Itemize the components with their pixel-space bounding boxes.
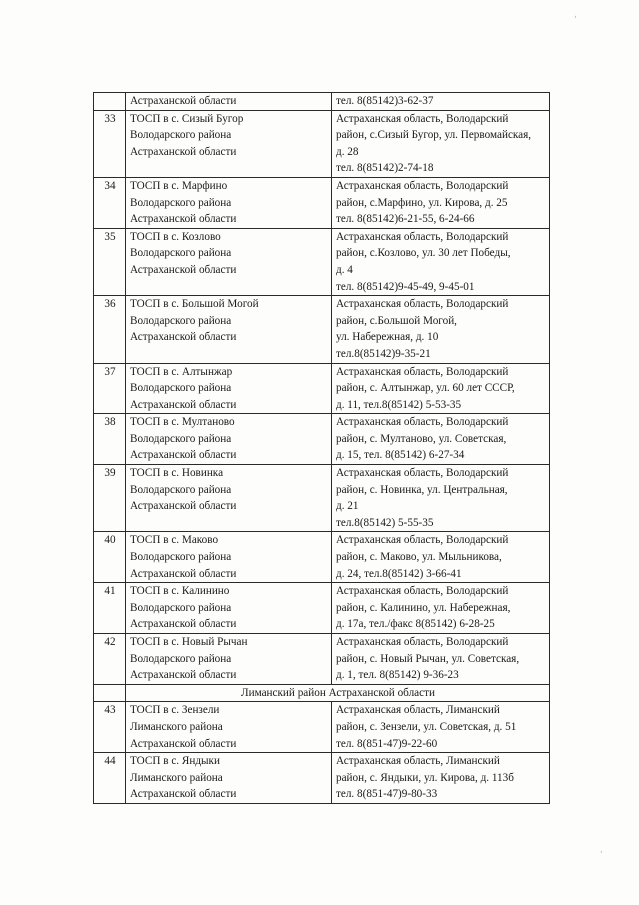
- text-line: ТОСП в с. Калинино: [130, 585, 230, 598]
- text-line: ТОСП в с. Большой Могой: [130, 298, 259, 311]
- text-line: Володарского района: [130, 432, 232, 445]
- text-line: Володарского района: [130, 247, 232, 260]
- address-cell: [332, 583, 550, 634]
- section-header-row: [94, 684, 550, 702]
- text-line: Володарского района: [130, 129, 232, 142]
- address-cell: [332, 702, 550, 753]
- text-line: район, с. Зензели, ул. Советская, д. 51: [336, 720, 517, 733]
- row-number: 34: [94, 177, 126, 228]
- address-cell: [332, 177, 550, 228]
- row-number: 37: [94, 363, 126, 414]
- text-line: Астраханская область, Володарский: [336, 298, 509, 311]
- table-body: [94, 93, 550, 804]
- table-row: [94, 532, 550, 583]
- text-line: район, с. Калинино, ул. Набережная,: [336, 601, 511, 614]
- office-name-cell: [126, 110, 332, 177]
- text-line: тел. 8(85142)3-62-37: [336, 95, 434, 107]
- text-line: район, с. Алтынжар, ул. 60 лет СССР,: [336, 382, 515, 395]
- office-name-cell: [126, 532, 332, 583]
- text-line: Астраханской области: [130, 145, 237, 158]
- row-number: [94, 93, 126, 111]
- text-line: Володарского района: [130, 652, 232, 665]
- text-line: район, с. Яндыки, ул. Кирова, д. 113б: [336, 771, 514, 784]
- text-line: Астраханской области: [130, 449, 237, 462]
- text-line: Астраханской области: [130, 263, 237, 276]
- text-line: ТОСП в с. Сизый Бугор: [130, 112, 244, 125]
- row-number: 35: [94, 228, 126, 295]
- text-line: Астраханская область, Володарский: [336, 585, 509, 598]
- office-name-cell: [126, 702, 332, 753]
- text-line: Астраханская область, Володарский: [336, 112, 509, 125]
- text-line: Володарского района: [130, 382, 232, 395]
- text-line: Астраханская область, Лиманский: [336, 755, 500, 768]
- text-line: д. 4: [336, 263, 353, 276]
- text-line: Астраханская область, Лиманский: [336, 704, 500, 717]
- address-cell: [332, 753, 550, 804]
- row-number: 39: [94, 465, 126, 532]
- table-row: [94, 177, 550, 228]
- text-line: Володарского района: [130, 196, 232, 209]
- row-number: 36: [94, 296, 126, 363]
- text-line: д. 24, тел.8(85142) 3-66-41: [336, 567, 462, 580]
- text-line: ТОСП в с. Новинка: [130, 467, 224, 480]
- address-cell: [332, 465, 550, 532]
- text-line: тел. 8(85142)2-74-18: [336, 162, 434, 175]
- text-line: тел. 8(85142)9-45-49, 9-45-01: [336, 280, 475, 293]
- text-line: район, с. Маково, ул. Мыльникова,: [336, 551, 502, 564]
- office-name-cell: [126, 634, 332, 685]
- text-line: Астраханской области: [130, 788, 237, 801]
- text-line: район, с.Козлово, ул. 30 лет Победы,: [336, 247, 511, 260]
- text-line: д. 17а, тел./факс 8(85142) 6-28-25: [336, 618, 495, 631]
- table-row: [94, 753, 550, 804]
- text-line: Володарского района: [130, 551, 232, 564]
- scan-speck: ,: [574, 10, 577, 20]
- text-line: Астраханская область, Володарский: [336, 230, 509, 243]
- text-line: Астраханской области: [130, 669, 237, 682]
- table-row: [94, 296, 550, 363]
- text-line: тел. 8(851-47)9-22-60: [336, 737, 438, 750]
- text-line: ТОСП в с. Марфино: [130, 179, 228, 192]
- text-line: Володарского района: [130, 483, 232, 496]
- table-row: [94, 465, 550, 532]
- text-line: Астраханская область, Володарский: [336, 416, 509, 429]
- table-row: [94, 583, 550, 634]
- text-line: ТОСП в с. Мултаново: [130, 416, 235, 429]
- text-line: Лиманского района: [130, 771, 223, 784]
- section-header: Лиманский район Астраханской области: [126, 684, 550, 702]
- address-cell: [332, 296, 550, 363]
- text-line: ТОСП в с. Яндыки: [130, 755, 220, 768]
- office-name-cell: [126, 228, 332, 295]
- address-cell: [332, 110, 550, 177]
- address-cell: [332, 363, 550, 414]
- text-line: Володарского района: [130, 314, 232, 327]
- address-cell: [332, 532, 550, 583]
- text-line: Астраханская область, Володарский: [336, 467, 509, 480]
- text-line: район, с.Сизый Бугор, ул. Первомайская,: [336, 129, 532, 142]
- row-number: 33: [94, 110, 126, 177]
- office-name-cell: [126, 465, 332, 532]
- table-row: [94, 228, 550, 295]
- text-line: Астраханской области: [130, 500, 237, 513]
- empty-cell: [94, 684, 126, 702]
- row-number: 40: [94, 532, 126, 583]
- scan-speck: ,: [600, 845, 603, 855]
- text-line: тел.8(85142)9-35-21: [336, 347, 431, 360]
- text-line: Астраханская область, Володарский: [336, 636, 509, 648]
- text-line: Астраханская область, Володарский: [336, 534, 509, 547]
- text-line: ТОСП в с. Козлово: [130, 230, 221, 243]
- office-name-cell: [126, 414, 332, 465]
- table-row: [94, 93, 550, 111]
- text-line: ТОСП в с. Зензели: [130, 704, 220, 717]
- text-line: д. 15, тел. 8(85142) 6-27-34: [336, 449, 465, 462]
- text-line: Астраханской области: [130, 618, 237, 631]
- address-cell: [332, 414, 550, 465]
- text-line: Астраханской области: [130, 567, 237, 580]
- row-number: 38: [94, 414, 126, 465]
- table-row: [94, 414, 550, 465]
- text-line: ТОСП в с. Маково: [130, 534, 219, 547]
- row-number: 42: [94, 634, 126, 685]
- office-name-cell: [126, 363, 332, 414]
- text-line: Астраханская область, Володарский: [336, 179, 509, 192]
- row-number: 44: [94, 753, 126, 804]
- office-name-cell: [126, 753, 332, 804]
- text-line: район, с.Большой Могой,: [336, 314, 457, 327]
- row-number: 41: [94, 583, 126, 634]
- text-line: Астраханской области: [130, 331, 237, 344]
- text-line: Астраханской области: [130, 398, 237, 411]
- office-name-cell: [126, 177, 332, 228]
- text-line: район, с. Новый Рычан, ул. Советская,: [336, 652, 520, 665]
- text-line: д. 11, тел.8(85142) 5-53-35: [336, 398, 462, 411]
- text-line: тел.8(85142) 5-55-35: [336, 516, 434, 529]
- text-line: район, с.Марфино, ул. Кирова, д. 25: [336, 196, 508, 209]
- table-row: [94, 363, 550, 414]
- address-cell: [332, 93, 550, 111]
- text-line: Лиманского района: [130, 720, 223, 733]
- text-line: тел. 8(851-47)9-80-33: [336, 788, 438, 801]
- text-line: д. 21: [336, 500, 359, 513]
- text-line: д. 1, тел. 8(85142) 9-36-23: [336, 669, 459, 682]
- text-line: район, с. Новинка, ул. Центральная,: [336, 483, 508, 496]
- table-row: [94, 634, 550, 685]
- table-row: [94, 110, 550, 177]
- address-cell: [332, 228, 550, 295]
- table-row: [94, 702, 550, 753]
- text-line: Астраханской области: [130, 213, 237, 226]
- text-line: Астраханская область, Володарский: [336, 365, 509, 378]
- tosp-address-table: [93, 92, 550, 804]
- text-line: Астраханской области: [130, 95, 237, 107]
- office-name-cell: [126, 93, 332, 111]
- office-name-cell: [126, 583, 332, 634]
- text-line: Володарского района: [130, 601, 232, 614]
- text-line: Астраханской области: [130, 737, 237, 750]
- text-line: ТОСП в с. Алтынжар: [130, 365, 233, 378]
- text-line: ул. Набережная, д. 10: [336, 331, 439, 344]
- office-name-cell: [126, 296, 332, 363]
- text-line: тел. 8(85142)6-21-55, 6-24-66: [336, 213, 475, 226]
- text-line: район, с. Мултаново, ул. Советская,: [336, 432, 507, 445]
- text-line: ТОСП в с. Новый Рычан: [130, 636, 248, 648]
- text-line: д. 28: [336, 145, 359, 158]
- row-number: 43: [94, 702, 126, 753]
- address-cell: [332, 634, 550, 685]
